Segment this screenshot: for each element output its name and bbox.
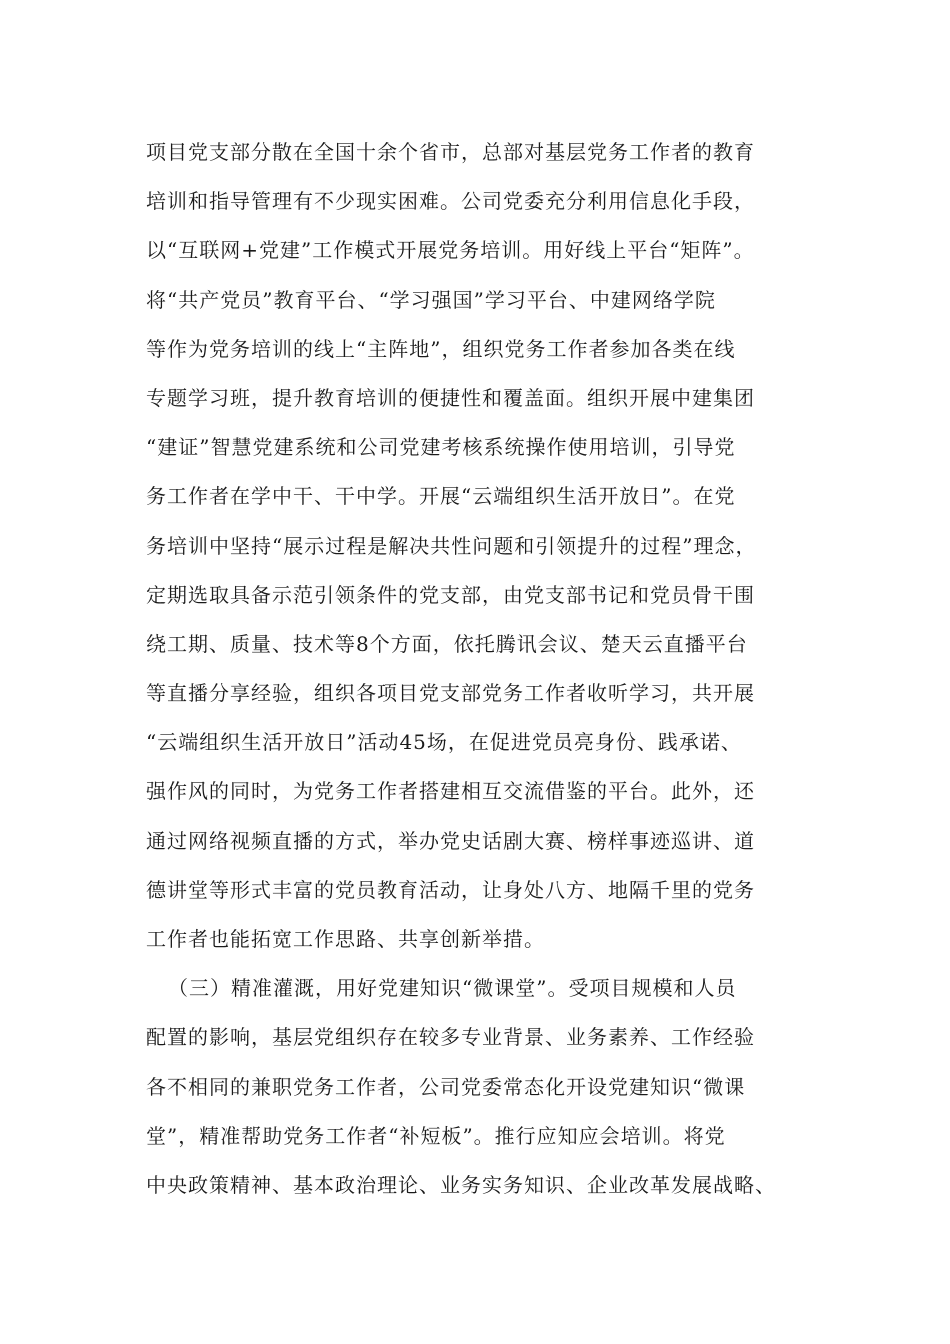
- text-line-9: 务培训中坚持“展示过程是解决共性问题和引领提升的过程”理念，: [146, 533, 757, 558]
- text-line-10: 定期选取具备示范引领条件的党支部，由党支部书记和党员骨干围: [146, 582, 755, 607]
- text-line-8: 务工作者在学中干、干中学。开展“云端组织生活开放日”。在党: [146, 484, 736, 509]
- text-line-4: 将“共产党员”教育平台、“学习强国”学习平台、中建网络学院: [146, 287, 716, 312]
- text-line-19: 配置的影响，基层党组织存在较多专业背景、业务素养、工作经验: [146, 1025, 755, 1050]
- text-line-11: 绕工期、质量、技术等8个方面，依托腾讯会议、楚天云直播平台: [146, 631, 748, 656]
- text-line-7: “建证”智慧党建系统和公司党建考核系统操作使用培训，引导党: [146, 435, 736, 460]
- text-line-13: “云端组织生活开放日”活动45场，在促进党员亮身份、践承诺、: [146, 730, 742, 755]
- text-line-6: 专题学习班，提升教育培训的便捷性和覆盖面。组织开展中建集团: [146, 385, 755, 410]
- section-heading-line: （三）精准灌溉，用好党建知识“微课堂”。受项目规模和人员: [168, 976, 737, 1001]
- body-text: [146, 128, 846, 1210]
- text-line-17: 工作者也能拓宽工作思路、共享创新举措。: [146, 927, 545, 951]
- text-line-22: 中央政策精神、基本政治理论、业务实务知识、企业改革发展战略、: [146, 1172, 776, 1197]
- text-line-16: 德讲堂等形式丰富的党员教育活动，让身处八方、地隔千里的党务: [146, 877, 755, 902]
- text-line-14: 强作风的同时，为党务工作者搭建相互交流借鉴的平台。此外，还: [146, 779, 755, 804]
- text-line-15: 通过网络视频直播的方式，举办党史话剧大赛、榜样事迹巡讲、道: [146, 828, 755, 853]
- text-line-21: 堂”，精准帮助党务工作者“补短板”。推行应知应会培训。将党: [146, 1123, 726, 1148]
- text-line-3: 以“互联网+党建”工作模式开展党务培训。用好线上平台“矩阵”。: [146, 238, 755, 263]
- text-line-2: 培训和指导管理有不少现实困难。公司党委充分利用信息化手段，: [146, 189, 755, 214]
- text-line-5: 等作为党务培训的线上“主阵地”，组织党务工作者参加各类在线: [146, 336, 736, 361]
- text-line-1: 项目党支部分散在全国十余个省市，总部对基层党务工作者的教育: [146, 140, 755, 164]
- text-line-12: 等直播分享经验，组织各项目党支部党务工作者收听学习，共开展: [146, 681, 755, 706]
- text-line-20: 各不相同的兼职党务工作者，公司党委常态化开设党建知识“微课: [146, 1074, 746, 1099]
